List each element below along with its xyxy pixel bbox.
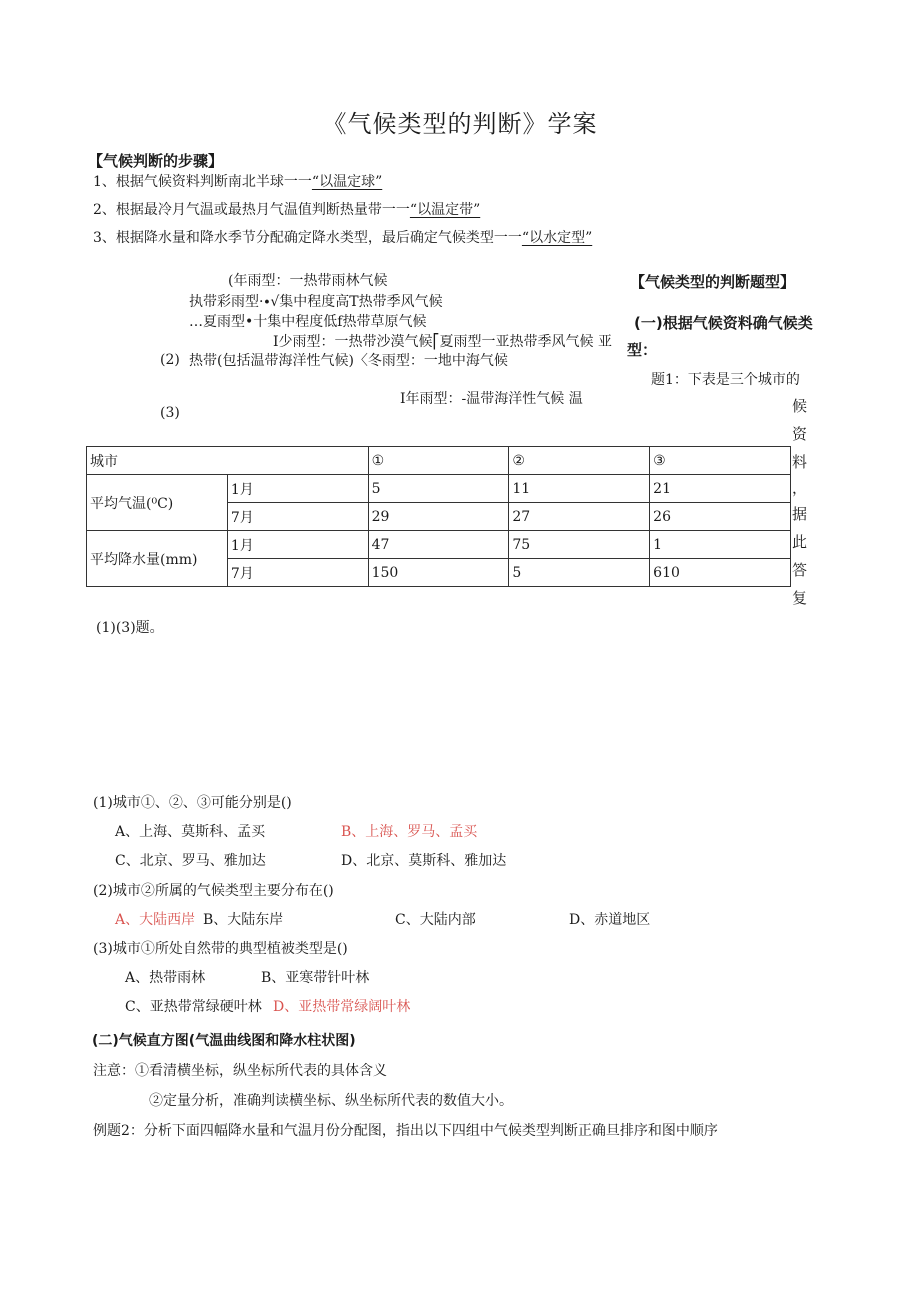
q1-option-a: A、上海、莫斯科、孟买 [115,824,266,840]
temp-label: 平均气温(⁰C) [87,475,228,531]
month-jan: 1月 [227,475,368,503]
q1-option-c: C、北京、罗马、雅加达 [115,853,266,869]
step-1-text: 1、根据气候资料判断南北半球一一 [93,174,312,190]
step-3 [93,227,592,247]
q3-option-b: B、亚寒带针叶林 [261,970,370,986]
note-1: 注意：①看清横坐标，纵坐标所代表的具体含义 [93,1063,387,1079]
rain-type-num-2: (2) [160,352,180,368]
table-cell: 610 [650,559,791,587]
vertical-char: 候 [792,397,808,415]
q1-stem: (1)城市①、②、③可能分别是() [93,795,292,811]
month-jul: 7月 [227,559,368,587]
header-city-1: ① [368,447,509,475]
table-cell: 29 [368,503,509,531]
table-cell: 11 [509,475,650,503]
rain-type-line-1: (年雨型：一热带雨林气候 [228,273,388,289]
table-row [87,531,791,559]
step-3-text: 3、根据降水量和降水季节分配确定降水类型，最后确定气候类型一一 [93,230,522,246]
page-title: 《气候类型的判断》学案 [322,110,598,138]
right-subheading-2: 型： [627,341,658,359]
step-2-text: 2、根据最冷月气温或最热月气温值判断热量带一一 [93,202,410,218]
table-cell: 150 [368,559,509,587]
vertical-char: 料 [792,453,808,471]
header-city-3: ③ [650,447,791,475]
q3-option-a: A、热带雨林 [125,970,206,986]
note-2: ②定量分析，准确判读横坐标、纵坐标所代表的数值大小。 [149,1093,513,1109]
q2-option-a: A、大陆西岸 [115,912,196,928]
rain-type-line-6: I年雨型：-温带海洋性气候 温 [400,391,583,407]
month-jan: 1月 [227,531,368,559]
right-heading: 【气候类型的判断题型】 [630,273,796,291]
q2-option-d: D、赤道地区 [569,912,651,928]
vertical-char: 资 [792,425,808,443]
vertical-char: 此 [792,533,808,551]
climate-data-table [86,446,791,587]
vertical-char: 复 [792,589,808,607]
month-jul: 7月 [227,503,368,531]
q2-stem: (2)城市②所属的气候类型主要分布在() [93,883,334,899]
step-1-key: “以温定球” [311,174,383,190]
table-cell: 5 [368,475,509,503]
table-cell: 27 [509,503,650,531]
q3-option-d: D、亚热带常绿阔叶林 [273,999,411,1015]
example-2: 例题2：分析下面四幅降水量和气温月份分配图，指出以下四组中气候类型判断正确旦排序和图中顺序 [93,1123,718,1139]
table-cell: 47 [368,531,509,559]
q2-option-c: C、大陆内部 [395,912,476,928]
rain-type-num-3: (3) [160,405,180,421]
table-cell: 75 [509,531,650,559]
vertical-char: ， [792,479,808,497]
q3-stem: (3)城市①所处自然带的典型植被类型是() [93,941,348,957]
step-1 [93,171,382,191]
rain-type-line-5: 热带(包括温带海洋性气候)〈冬雨型：一地中海气候 [189,353,508,369]
table-row [87,475,791,503]
vertical-char: 据 [792,505,808,523]
rain-type-line-3: …夏雨型•十集中程度低f热带草原气候 [189,314,427,330]
table-cell: 5 [509,559,650,587]
table-cell: 1 [650,531,791,559]
table-header-row [87,447,791,475]
step-2-key: “以温定带” [409,202,481,218]
step-3-key: “以水定型” [521,230,593,246]
rain-type-line-4: I少雨型：一热带沙漠气候⎡夏雨型一亚热带季风气候 亚 [273,334,612,350]
rain-label: 平均降水量(mm) [87,531,228,587]
table-cell: 26 [650,503,791,531]
rain-type-line-2: 执带彩雨型·∙√集中程度高T热带季风气候 [189,294,443,310]
section-2-heading: (二)气候直方图(气温曲线图和降水柱状图) [92,1033,356,1049]
header-city: 城市 [87,447,369,475]
vertical-char: 答 [792,561,808,579]
step-2 [93,199,480,219]
q2-option-b: B、大陆东岸 [203,912,284,928]
right-subheading-1: (一)根据气候资料确气候类 [634,314,813,332]
q1-option-b: B、上海、罗马、孟买 [341,824,478,840]
questions-range: (1)(3)题。 [96,620,164,636]
header-city-2: ② [509,447,650,475]
q3-option-c: C、亚热带常绿硬叶林 [125,999,262,1015]
q1-option-d: D、北京、莫斯科、雅加达 [341,853,507,869]
table-cell: 21 [650,475,791,503]
steps-heading: 【气候判断的步骤】 [88,152,224,170]
question-1-intro: 题1：下表是三个城市的 [651,372,800,388]
